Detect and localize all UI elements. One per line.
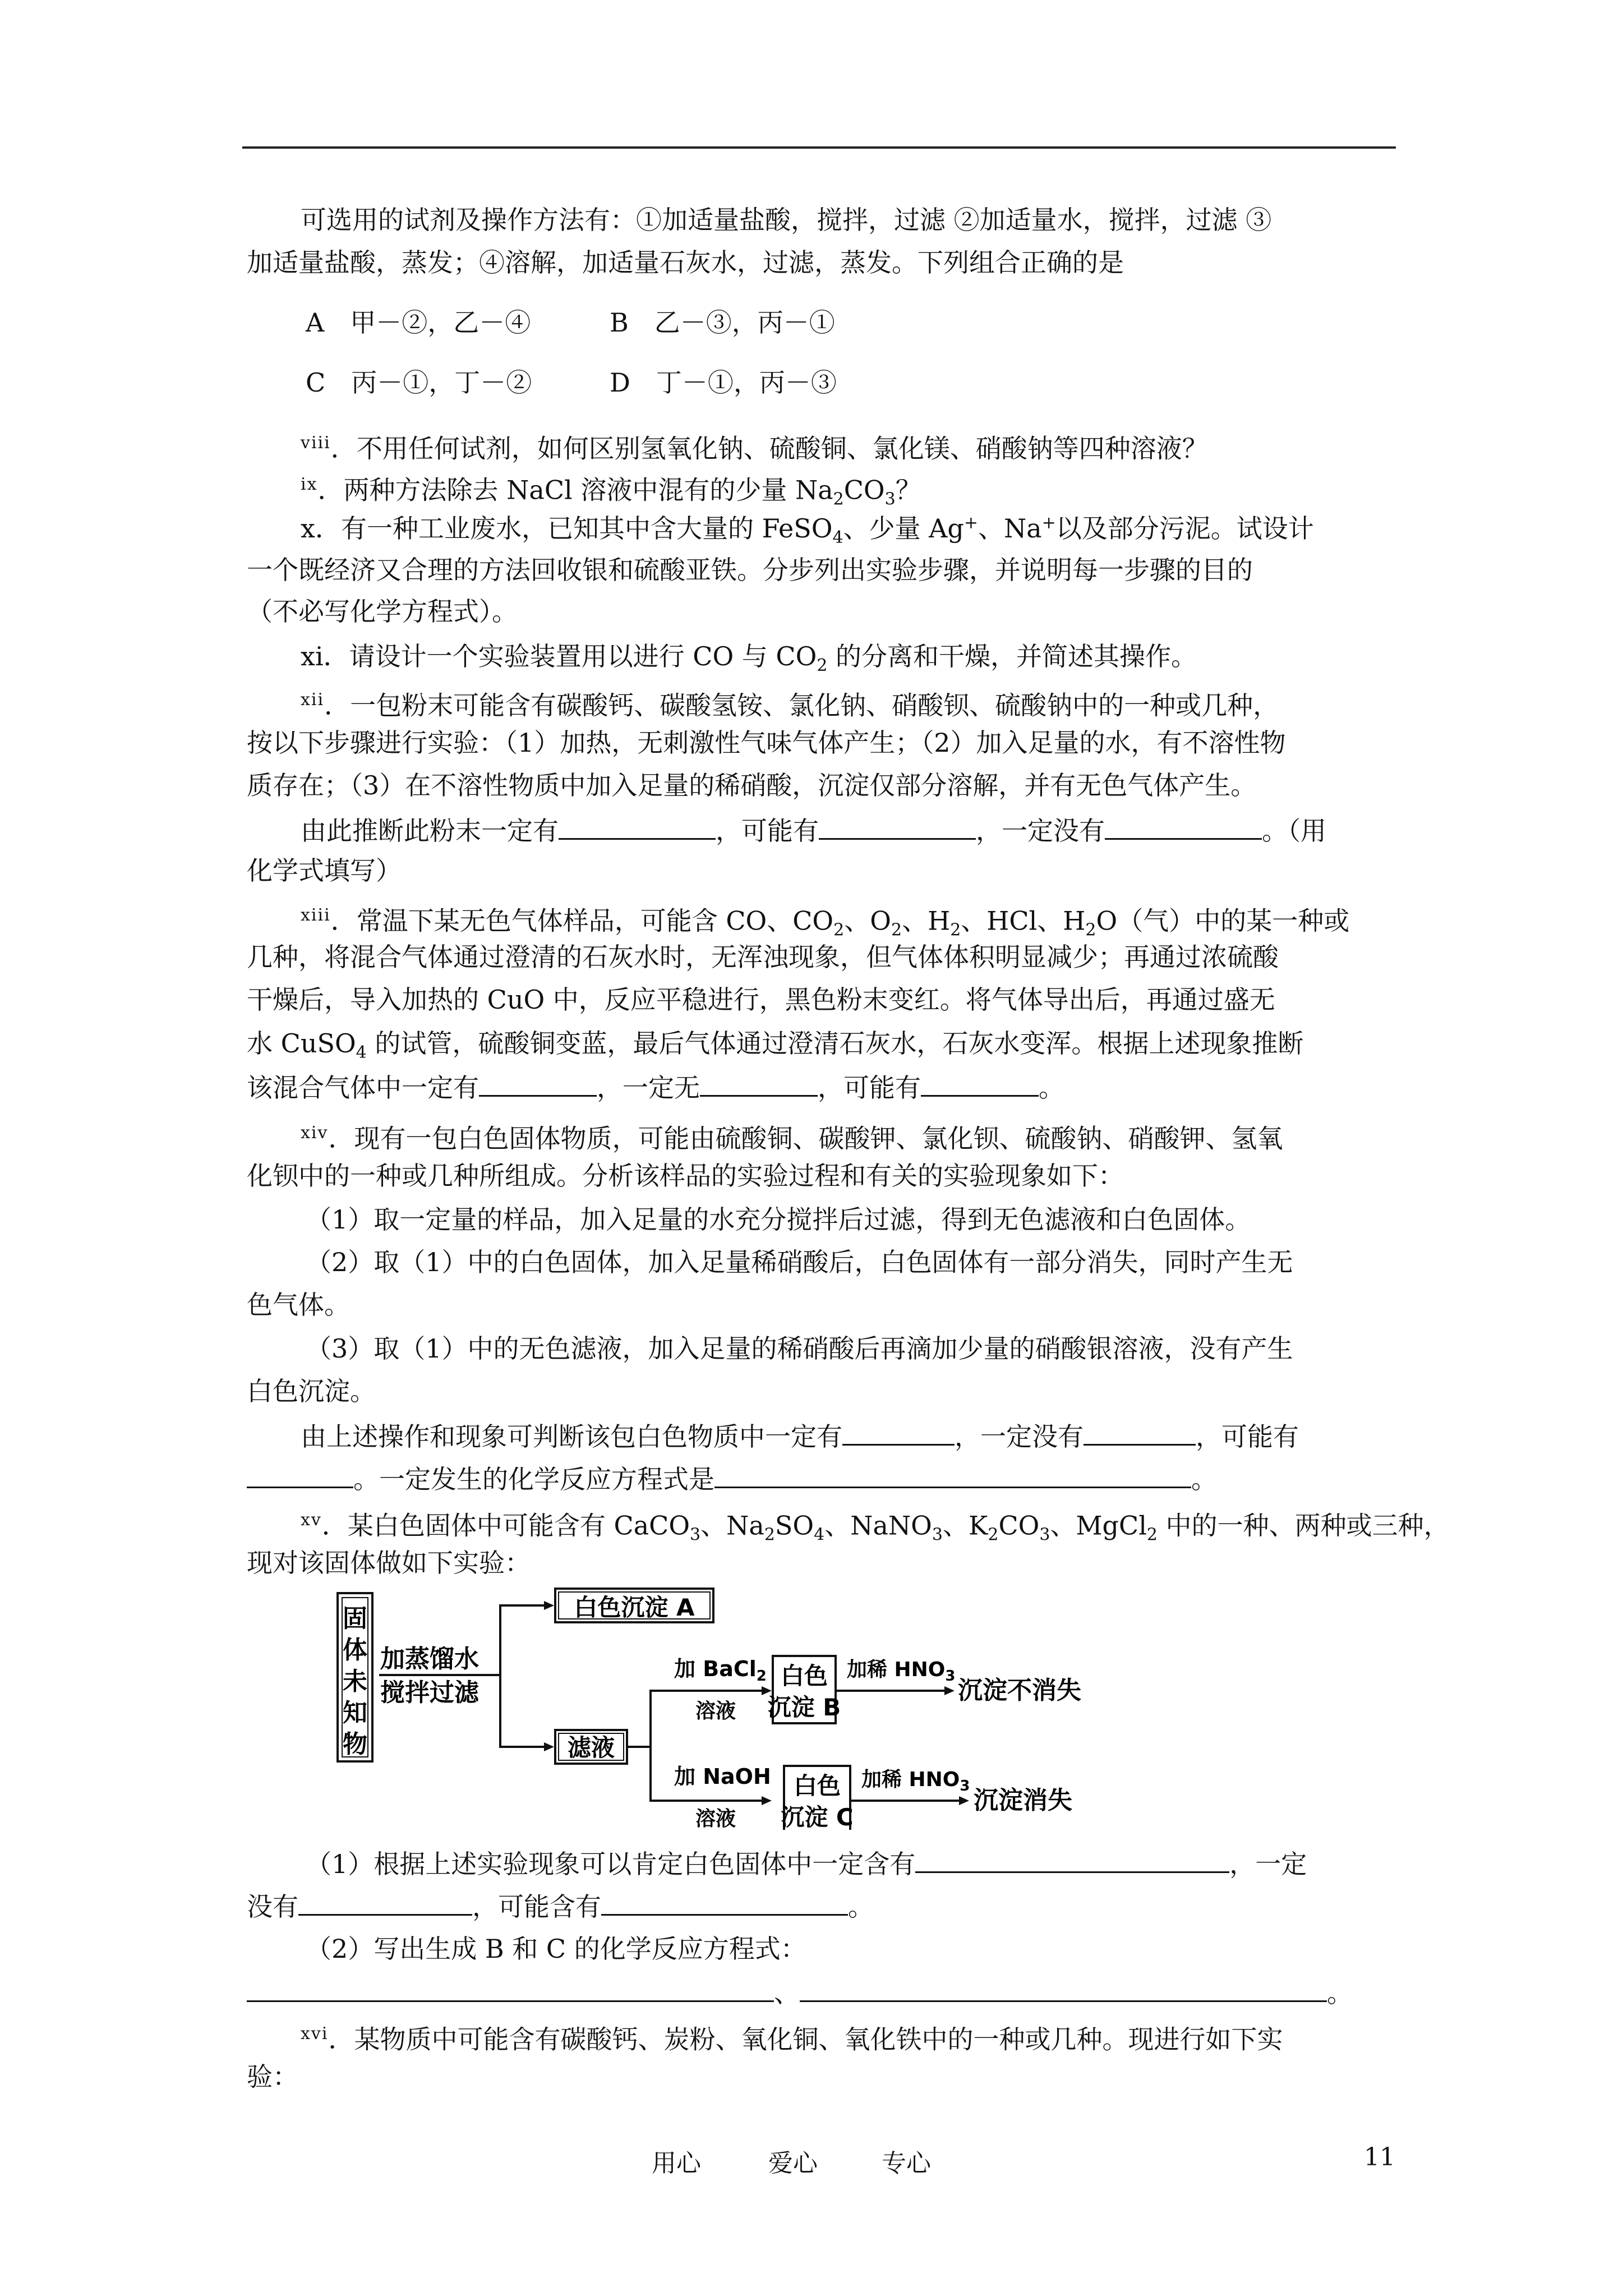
question-15-line-2: 现对该固体做如下实验： bbox=[247, 1548, 531, 1578]
subscript: 3 bbox=[932, 1525, 943, 1545]
question-text: ．请设计一个实验装置用以进行 CO 与 CO bbox=[323, 641, 817, 671]
question-12-line-2: 按以下步骤进行实验：（1）加热，无刺激性气味气体产生；（2）加入足量的水，有不溶性物 bbox=[247, 728, 1286, 758]
equation-blank[interactable] bbox=[800, 1975, 1327, 2002]
question-15-answer-2: （2）写出生成 B 和 C 的化学反应方程式： bbox=[306, 1934, 806, 1964]
answer-blank[interactable] bbox=[479, 1069, 597, 1097]
q7-line-1: 可选用的试剂及操作方法有：①加适量盐酸，搅拌，过滤 ②加适量水，搅拌，过滤 ③ bbox=[301, 205, 1272, 235]
question-text: 、Na bbox=[700, 1510, 764, 1541]
question-text: 的分离和干燥，并简述其操作。 bbox=[827, 641, 1197, 671]
question-text: SO bbox=[774, 1510, 814, 1541]
question-number: xiv bbox=[301, 1123, 329, 1143]
arrowhead bbox=[944, 1686, 955, 1695]
question-text: 由此推断此粉末一定有 bbox=[301, 816, 559, 846]
question-11 bbox=[301, 639, 1197, 676]
arrowhead bbox=[959, 1796, 969, 1805]
subscript: 2 bbox=[833, 920, 845, 940]
question-14-step-3b: 白色沉淀。 bbox=[247, 1376, 376, 1406]
precipitate-b-label-2: 沉淀 B bbox=[767, 1694, 841, 1721]
question-text: CO bbox=[998, 1510, 1040, 1541]
question-14-line-2: 化钡中的一种或几种所组成。分析该样品的实验过程和有关的实验现象如下： bbox=[247, 1161, 1124, 1191]
subscript: 4 bbox=[356, 1043, 367, 1063]
question-text: 水 CuSO bbox=[247, 1028, 356, 1059]
question-number: xvi bbox=[301, 2024, 329, 2044]
question-text: ．不用任何试剂，如何区别氢氧化钠、硫酸铜、氯化镁、硝酸钠等四种溶液？ bbox=[330, 433, 1208, 464]
question-text: 以及部分污泥。试设计 bbox=[1055, 513, 1314, 544]
question-text: ，一定 bbox=[1229, 1849, 1307, 1879]
footer-motto-1: 用心 bbox=[652, 2149, 701, 2178]
question-number: xv bbox=[301, 1510, 322, 1530]
question-text: 。（用 bbox=[1262, 816, 1326, 846]
arrowhead bbox=[544, 1742, 554, 1751]
subscript: 4 bbox=[814, 1525, 825, 1545]
question-15-line-1 bbox=[301, 1503, 1450, 1545]
question-10-line-1 bbox=[301, 512, 1314, 548]
solid-char: 知 bbox=[343, 1699, 367, 1727]
question-text: ，可能有 bbox=[1196, 1421, 1299, 1452]
question-text: 、K bbox=[942, 1510, 988, 1541]
subscript: 2 bbox=[833, 489, 844, 509]
question-text: 。 bbox=[1327, 1978, 1353, 2008]
question-15-answer-1b bbox=[247, 1888, 874, 1924]
answer-blank[interactable] bbox=[298, 1888, 472, 1916]
header-rule bbox=[242, 146, 1396, 149]
question-text: 。一定发生的化学反应方程式是 bbox=[353, 1464, 714, 1494]
question-14-step-3a: （3）取（1）中的无色滤液，加入足量的稀硝酸后再滴加少量的硝酸银溶液，没有产生 bbox=[306, 1333, 1293, 1364]
subscript: 2 bbox=[1085, 920, 1096, 940]
superscript: + bbox=[963, 513, 978, 533]
branch-to-filtrate bbox=[500, 1675, 544, 1747]
question-text: ．某物质中可能含有碳酸钙、炭粉、氧化铜、氧化铁中的一种或几种。现进行如下实 bbox=[328, 2024, 1283, 2055]
question-14-step-2b: 色气体。 bbox=[247, 1290, 350, 1320]
question-number: ix bbox=[301, 475, 318, 494]
question-15-answer-1a bbox=[306, 1846, 1307, 1881]
question-number: xii bbox=[301, 690, 325, 710]
experiment-flow-diagram bbox=[331, 1583, 1172, 1830]
arrowhead bbox=[544, 1601, 554, 1610]
subscript: 2 bbox=[1146, 1525, 1158, 1545]
precipitate-c-label-2: 沉淀 C bbox=[781, 1803, 854, 1830]
q7-option-a: A 甲－②，乙－④ bbox=[306, 307, 531, 338]
q7-line-2: 加适量盐酸，蒸发；④溶解，加适量石灰水，过滤，蒸发。下列组合正确的是 bbox=[247, 247, 1124, 278]
answer-blank[interactable] bbox=[247, 1461, 353, 1488]
question-text: ，可能有 bbox=[818, 1073, 921, 1103]
question-13-line-2: 几种，将混合气体通过澄清的石灰水时，无浑浊现象，但气体体积明显减少；再通过浓硫酸 bbox=[247, 942, 1279, 972]
question-number: x bbox=[301, 513, 315, 544]
add-naoh-label: 加 NaOH bbox=[674, 1764, 771, 1789]
question-text: 。 bbox=[1039, 1073, 1064, 1103]
question-text: CO bbox=[843, 475, 885, 505]
question-text: O（气）中的某一种或 bbox=[1096, 905, 1350, 936]
solid-char: 物 bbox=[343, 1730, 367, 1759]
question-text: ．某白色固体中可能含有 CaCO bbox=[321, 1510, 690, 1541]
question-14-step-2a: （2）取（1）中的白色固体，加入足量稀硝酸后，白色固体有一部分消失，同时产生无 bbox=[306, 1247, 1293, 1277]
subscript: 2 bbox=[891, 920, 902, 940]
answer-blank[interactable] bbox=[842, 1418, 955, 1446]
subscript: 3 bbox=[884, 489, 896, 509]
footer-motto-2: 爱心 bbox=[768, 2149, 818, 2178]
question-text: ．现有一包白色固体物质，可能由硫酸铜、碳酸钾、氯化钡、硫酸钠、硝酸钾、氢氧 bbox=[328, 1123, 1283, 1154]
question-text: ，可能含有 bbox=[472, 1892, 601, 1922]
answer-blank[interactable] bbox=[921, 1069, 1039, 1097]
question-text: 没有 bbox=[247, 1892, 298, 1922]
question-text: ，一定没有 bbox=[976, 816, 1105, 846]
answer-blank[interactable] bbox=[915, 1846, 1229, 1873]
separator: 、 bbox=[774, 1978, 800, 2008]
question-13-line-5 bbox=[247, 1069, 1064, 1105]
answer-blank[interactable] bbox=[1105, 812, 1262, 840]
answer-blank[interactable] bbox=[559, 812, 716, 840]
question-12-line-1 bbox=[301, 683, 1279, 722]
question-14-step-1: （1）取一定量的样品，加入足量的水充分搅拌后过滤，得到无色滤液和白色固体。 bbox=[306, 1204, 1251, 1235]
answer-blank[interactable] bbox=[601, 1888, 848, 1916]
question-text: 由上述操作和现象可判断该包白色物质中一定有 bbox=[301, 1421, 842, 1452]
solid-char: 未 bbox=[343, 1667, 367, 1696]
question-13-line-1 bbox=[301, 899, 1350, 940]
question-16-line-1 bbox=[301, 2017, 1283, 2056]
question-10-line-3: （不必写化学方程式）。 bbox=[247, 596, 518, 627]
naoh-solution-label: 溶液 bbox=[695, 1807, 736, 1830]
add-bacl2-label: 加 BaCl$_2$ bbox=[674, 1657, 767, 1685]
precipitate-c-label-1: 白色 bbox=[793, 1772, 841, 1800]
question-text: ，一定没有 bbox=[955, 1421, 1083, 1452]
subscript: 2 bbox=[988, 1525, 999, 1545]
footer-motto-3: 专心 bbox=[882, 2149, 931, 2178]
question-number: viii bbox=[301, 433, 331, 453]
equation-blank[interactable] bbox=[714, 1461, 1191, 1488]
question-14-line-1 bbox=[301, 1116, 1283, 1155]
filtrate-label: 滤液 bbox=[567, 1734, 615, 1761]
question-13-line-3: 干燥后，导入加热的 CuO 中，反应平稳进行，黑色粉末变红。将气体导出后，再通过盛无 bbox=[247, 984, 1275, 1015]
subscript: 2 bbox=[817, 656, 828, 676]
result-1-label: 沉淀不消失 bbox=[958, 1676, 1081, 1705]
question-text: ，一定无 bbox=[597, 1073, 700, 1103]
question-text: 中的一种、两种或三种， bbox=[1158, 1510, 1450, 1541]
question-text: ．两种方法除去 NaCl 溶液中混有的少量 Na bbox=[317, 475, 833, 505]
subscript: 2 bbox=[764, 1525, 775, 1545]
equation-blank[interactable] bbox=[247, 1975, 774, 2002]
question-text: 该混合气体中一定有 bbox=[247, 1073, 479, 1103]
precipitate-b-label-1: 白色 bbox=[780, 1662, 828, 1690]
answer-blank[interactable] bbox=[1083, 1418, 1196, 1446]
question-text: 、MgCl bbox=[1050, 1510, 1147, 1541]
question-15-answer-2-blanks bbox=[247, 1975, 1353, 2010]
subscript: 4 bbox=[832, 528, 843, 548]
question-8 bbox=[301, 426, 1208, 465]
q7-option-d: D 丁－①，丙－③ bbox=[610, 367, 837, 398]
solid-char: 体 bbox=[343, 1636, 367, 1664]
question-text: 、Na bbox=[978, 513, 1042, 544]
question-13-line-4 bbox=[247, 1027, 1304, 1063]
subscript: 3 bbox=[1039, 1525, 1050, 1545]
superscript: + bbox=[1041, 513, 1056, 533]
step1-bottom-label: 搅拌过滤 bbox=[380, 1678, 479, 1707]
question-text: ？ bbox=[895, 475, 921, 505]
question-10-line-2: 一个既经济又合理的方法回收银和硫酸亚铁。分步列出实验步骤，并说明每一步骤的目的 bbox=[247, 555, 1253, 585]
question-text: 、H bbox=[902, 905, 951, 936]
question-text: ．常温下某无色气体样品，可能含 CO、CO bbox=[330, 905, 834, 936]
question-number: xi bbox=[301, 641, 324, 671]
question-text: （1）根据上述实验现象可以肯定白色固体中一定含有 bbox=[306, 1849, 916, 1879]
question-12-line-5: 化学式填写） bbox=[247, 855, 402, 886]
question-12-line-4 bbox=[301, 812, 1326, 848]
subscript: 3 bbox=[690, 1525, 701, 1545]
question-text: 、O bbox=[844, 905, 891, 936]
page-number: 11 bbox=[1364, 2143, 1395, 2171]
question-text: 、HCl、H bbox=[961, 905, 1086, 936]
answer-blank[interactable] bbox=[819, 812, 976, 840]
question-14-conclusion-1 bbox=[301, 1418, 1299, 1453]
question-text: 、NaNO bbox=[824, 1510, 932, 1541]
question-text: 的试管，硫酸铜变蓝，最后气体通过澄清石灰水，石灰水变浑。根据上述现象推断 bbox=[366, 1028, 1304, 1059]
arrowhead bbox=[762, 1796, 772, 1805]
branch-to-a bbox=[500, 1605, 544, 1675]
question-text: 。 bbox=[848, 1892, 874, 1922]
question-text: ．有一种工业废水，已知其中含大量的 FeSO bbox=[315, 513, 833, 544]
question-9 bbox=[301, 468, 921, 507]
question-number: xiii bbox=[301, 905, 331, 925]
answer-blank[interactable] bbox=[700, 1069, 818, 1097]
step1-top-label: 加蒸馏水 bbox=[380, 1645, 479, 1673]
solid-char: 固 bbox=[343, 1604, 367, 1633]
question-text: 。 bbox=[1191, 1464, 1217, 1494]
precipitate-a-label: 白色沉淀 A bbox=[574, 1594, 695, 1621]
add-hno3-label-1: 加稀 $HNO_3$ bbox=[847, 1658, 956, 1685]
question-text: ．一包粉末可能含有碳酸钙、碳酸氢铵、氯化钠、硝酸钡、硫酸钠中的一种或几种， bbox=[324, 690, 1279, 721]
add-hno3-label-2: 加稀 $HNO_3$ bbox=[861, 1768, 970, 1795]
q7-option-b: B 乙－③，丙－① bbox=[610, 307, 835, 338]
question-12-line-3: 质存在；（3）在不溶性物质中加入足量的稀硝酸，沉淀仅部分溶解，并有无色气体产生。 bbox=[247, 770, 1257, 800]
question-text: ，可能有 bbox=[716, 816, 819, 846]
question-text: 、少量 Ag bbox=[843, 513, 964, 544]
question-14-conclusion-2 bbox=[247, 1461, 1217, 1496]
result-2-label: 沉淀消失 bbox=[974, 1786, 1072, 1815]
q7-option-c: C 丙－①，丁－② bbox=[306, 367, 532, 398]
subscript: 2 bbox=[950, 920, 961, 940]
question-16-line-2: 验： bbox=[247, 2062, 298, 2092]
bacl2-solution-label: 溶液 bbox=[695, 1700, 736, 1723]
